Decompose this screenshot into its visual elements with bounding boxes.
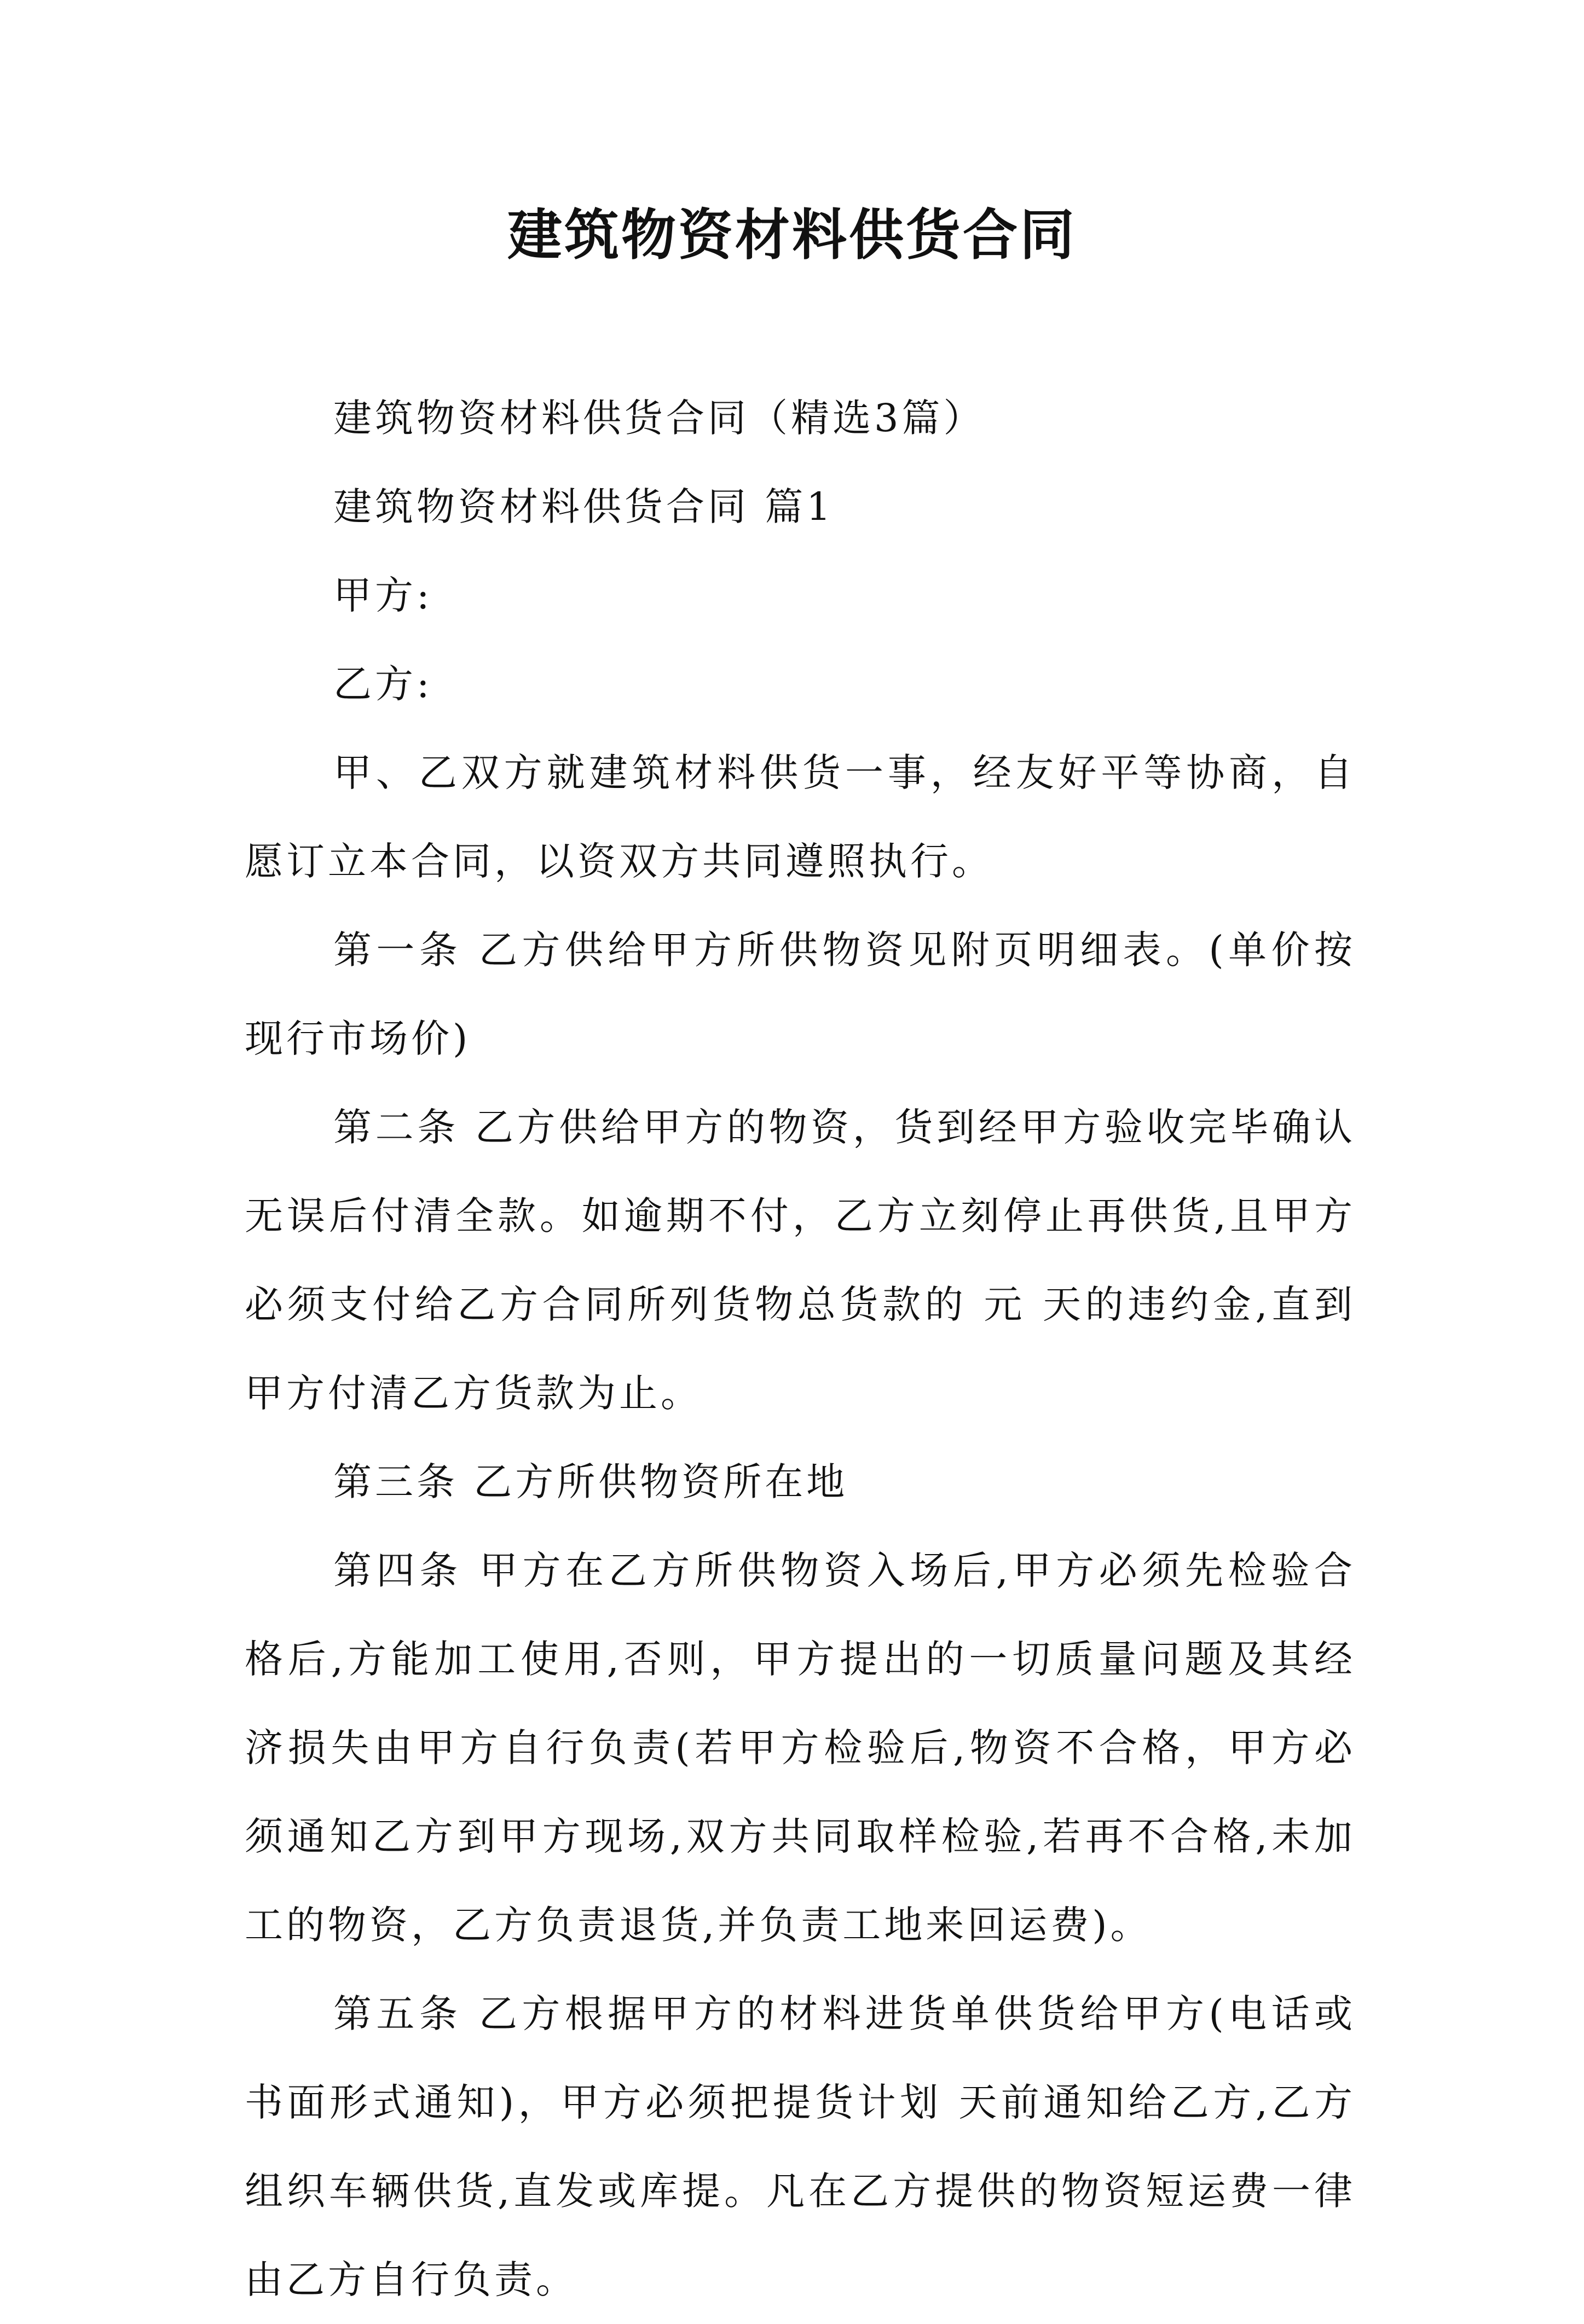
paragraph-section-heading: 建筑物资材料供货合同 篇1 — [333, 484, 834, 529]
paragraph-article-5: 第五条 乙方根据甲方的材料进货单供货给甲方(电话或书面形式通知)，甲方必须把提货计划 天前通知给乙方,乙方组织车辆供货,直发或库提。凡在乙方提供的物资短运费一律由乙方自行负责。 — [245, 1991, 1356, 2302]
paragraph-preamble: 甲、乙双方就建筑材料供货一事，经友好平等协商，自愿订立本合同，以资双方共同遵照执行。 — [245, 750, 1356, 884]
paragraph-article-2: 第二条 乙方供给甲方的物资，货到经甲方验收完毕确认无误后付清全款。如逾期不付，乙方立刻停止再供货,且甲方必须支付给乙方合同所列货物总货款的 元 天的违约金,直到甲方付清乙方货款为止。 — [245, 1105, 1356, 1416]
paragraph-party-a: 甲方: — [333, 573, 433, 618]
document-title: 建筑物资材料供货合同 — [507, 203, 1077, 267]
document-body — [245, 374, 1356, 2324]
paragraph-collection-heading: 建筑物资材料供货合同（精选3篇） — [333, 396, 985, 441]
paragraph-article-4: 第四条 甲方在乙方所供物资入场后,甲方必须先检验合格后,方能加工使用,否则，甲方提出的一切质量问题及其经济损失由甲方自行负责(若甲方检验后,物资不合格，甲方必须通知乙方到甲方现场,双方共同取样检验,若再不合格,未加工的物资，乙方负责退货,并负责工地来回运费)。 — [245, 1548, 1356, 1948]
paragraph-article-3: 第三条 乙方所供物资所在地 — [333, 1459, 848, 1504]
paragraph-party-b: 乙方: — [333, 662, 433, 706]
paragraph-article-1: 第一条 乙方供给甲方所供物资见附页明细表。(单价按现行市场价) — [245, 928, 1356, 1061]
